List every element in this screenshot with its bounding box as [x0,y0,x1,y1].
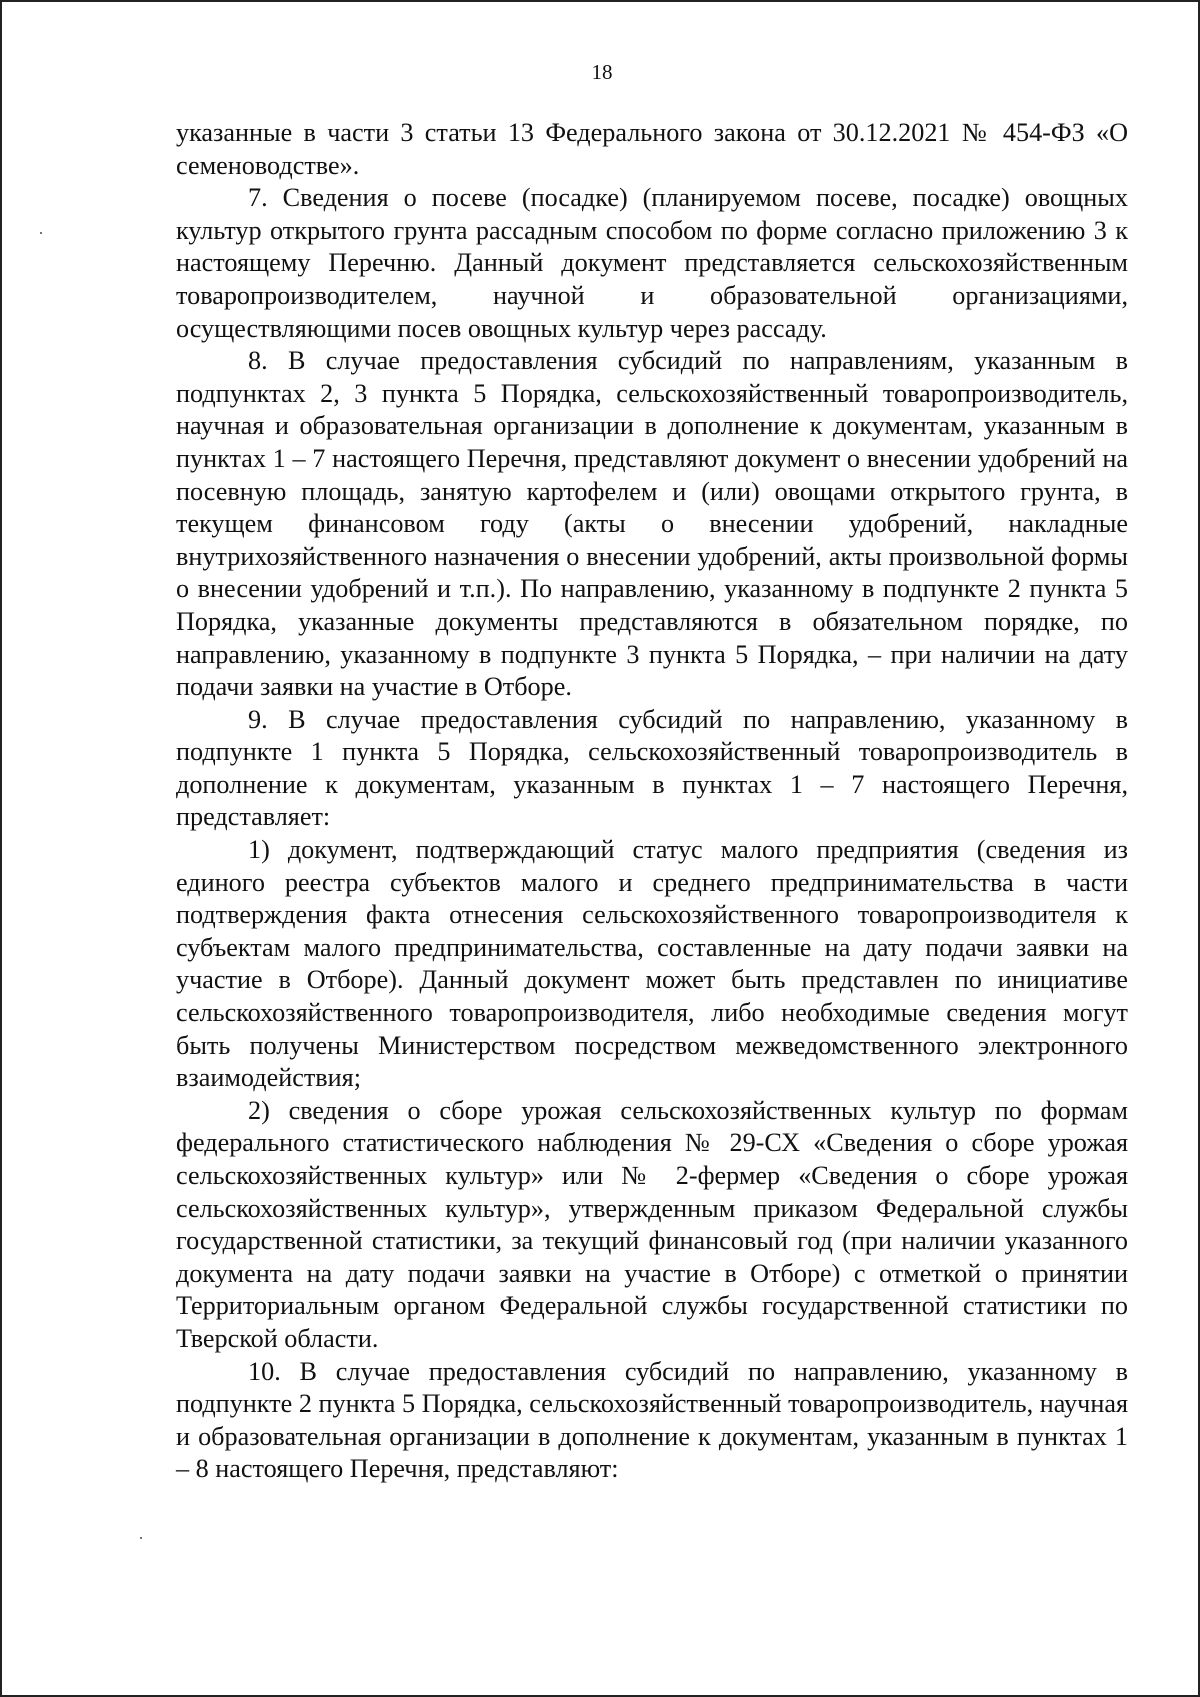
scan-speck [40,232,42,234]
paragraph-item-9: 9. В случае предоставления субсидий по направлению, указанному в подпункте 1 пункта 5 Порядка, сельскохозяйственный товаропроизводитель в дополнение к документам, указанным в пунктах 1 – 7 настоящего Перечня, представляет: [176,704,1128,832]
scan-speck [140,1537,142,1539]
document-body [176,117,1128,1486]
paragraph-item-10: 10. В случае предоставления субсидий по направлению, указанному в подпункте 2 пункта 5 Порядка, сельскохозяйственный товаропроизводитель, научная и образовательная организации в дополнение к документам, указанным в пунктах 1 – 8 настоящего Перечня, представляют: [176,1356,1128,1484]
page-number: 18 [591,60,613,84]
paragraph-item-8: 8. В случае предоставления субсидий по направлениям, указанным в подпунктах 2, 3 пункта 5 Порядка, сельскохозяйственный товаропроизводитель, научная и образовательная организации в дополнение к документам, указанным в пунктах 1 – 7 настоящего Перечня, представляют документ о внесении удобрений на посевную площадь, занятую картофелем и (или) овощами открытого грунта, в текущем финансовом году (акты о внесении удобрений, накладные внутрихозяйственного назначения о внесении удобрений, акты произвольной формы о внесении удобрений и т.п.). По направлению, указанному в подпункте 2 пункта 5 Порядка, указанные документы представляются в обязательном порядке, по направлению, указанному в подпункте 3 пункта 5 Порядка, – при наличии на дату подачи заявки на участие в Отборе. [176,346,1128,702]
paragraph-item-7: 7. Сведения о посеве (посадке) (планируемом посеве, посадке) овощных культур открытого грунта рассадным способом по форме согласно приложению 3 к настоящему Перечню. Данный документ представляется сельскохозяйственным товаропроизводителем, научной и образовательной организациями, осуществляющими посев овощных культур через рассаду. [176,183,1128,343]
paragraph-continuation: указанные в части 3 статьи 13 Федерального закона от 30.12.2021 № 454-ФЗ «О семеноводстве». [176,118,1128,180]
paragraph-subitem-1: 1) документ, подтверждающий статус малого предприятия (сведения из единого реестра субъектов малого и среднего предпринимательства в части подтверждения факта отнесения сельскохозяйственного товаропроизводителя к субъектам малого предпринимательства, составленные на дату подачи заявки на участие в Отборе). Данный документ может быть представлен по инициативе сельскохозяйственного товаропроизводителя, либо необходимые сведения могут быть получены Министерством посредством межведомственного электронного взаимодействия; [176,835,1128,1093]
top-edge-line [2,0,1200,2]
paragraph-subitem-2: 2) сведения о сборе урожая сельскохозяйственных культур по формам федерального статистического наблюдения № 29-СХ «Сведения о сборе урожая сельскохозяйственных культур» или № 2-фермер «Сведения о сборе урожая сельскохозяйственных культур», утвержденным приказом Федеральной службы государственной статистики, за текущий финансовый год (при наличии указанного документа на дату подачи заявки на участие в Отборе) с отметкой о принятии Территориальным органом Федеральной службы государственной статистики по Тверской области. [176,1095,1128,1353]
